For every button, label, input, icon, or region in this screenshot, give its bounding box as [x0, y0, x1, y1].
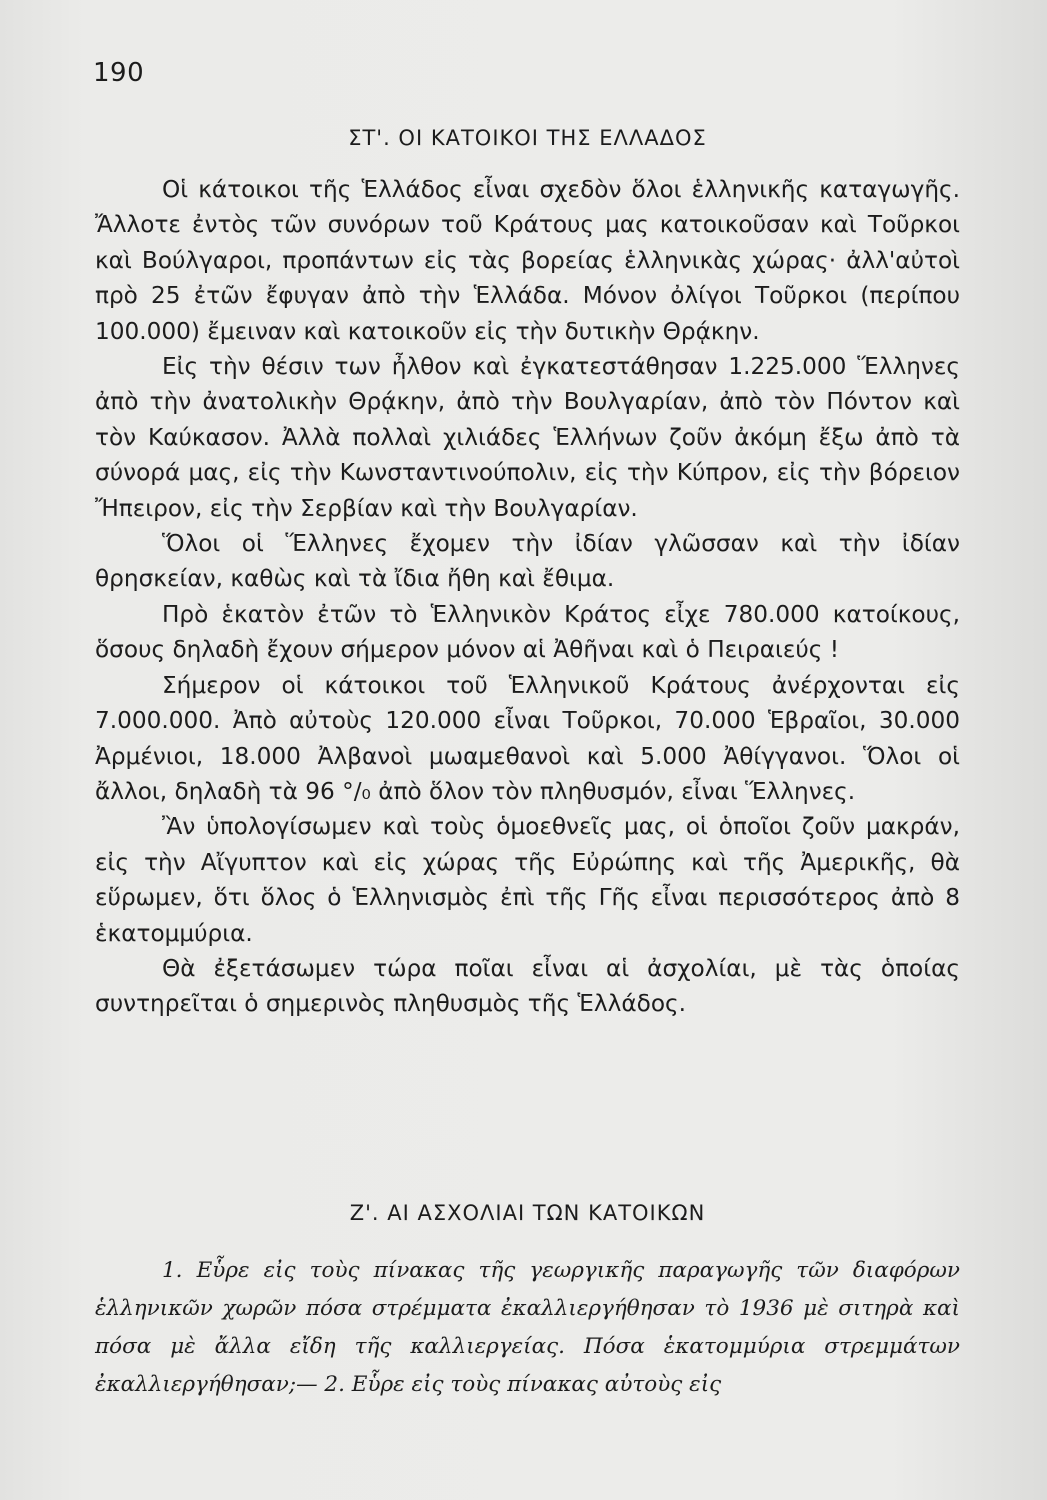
paragraph: Σήμερον οἱ κάτοικοι τοῦ Ἑλληνικοῦ Κράτους ἀνέρχονται εἰς 7.000.000. Ἀπὸ αὐτοὺς 120.000 εἶναι Τοῦρκοι, 70.000 Ἑβραῖοι, 30.000 Ἀρμένιοι, 18.000 Ἀλβανοὶ μωαμεθανοὶ καὶ 5.000 Ἀθίγγανοι. Ὅλοι οἱ ἄλλοι, δηλαδὴ τὰ 96 °/₀ ἀπὸ ὅλον τὸν πληθυσμόν, εἶναι Ἕλληνες. [95, 671, 960, 805]
exercise-paragraph: 1. Εὗρε εἰς τοὺς πίνακας τῆς γεωργικῆς παραγωγῆς τῶν διαφόρων ἑλληνικῶν χωρῶν πόσα στρέμματα ἐκαλλιεργήθησαν τὸ 1936 μὲ σιτηρὰ καὶ πόσα μὲ ἄλλα εἴδη τῆς καλλιεργείας. Πόσα ἑκατομμύρια στρεμμάτων ἐκαλλιεργήθησαν;— 2. Εὗρε εἰς τοὺς πίνακας αὐτοὺς εἰς [95, 1258, 960, 1397]
section-7-title: Ζ'. ΑΙ ΑΣΧΟΛΙΑΙ ΤΩΝ ΚΑΤΟΙΚΩΝ [349, 1201, 706, 1225]
section-7-exercises [95, 1252, 960, 1404]
paragraph: Οἱ κάτοικοι τῆς Ἑλλάδος εἶναι σχεδὸν ὅλοι ἑλληνικῆς καταγωγῆς. Ἄλλοτε ἐντὸς τῶν συνόρων τοῦ Κράτους μας κατοικοῦσαν καὶ Τοῦρκοι καὶ Βούλγαροι, προπάντων εἰς τὰς βορείας ἑλληνικὰς χώρας· ἀλλ'αὐτοὶ πρὸ 25 ἐτῶν ἔφυγαν ἀπὸ τὴν Ἑλλάδα. Μόνον ὀλίγοι Τοῦρκοι (περίπου 100.000) ἔμειναν καὶ κατοικοῦν εἰς τὴν δυτικὴν Θρᾴκην. [95, 176, 960, 345]
paragraph: Ὅλοι οἱ Ἕλληνες ἔχομεν τὴν ἰδίαν γλῶσσαν καὶ τὴν ἰδίαν θρησκείαν, καθὼς καὶ τὰ ἴδια ἤθη καὶ ἔθιμα. [95, 530, 960, 593]
paragraph: Ἂν ὑπολογίσωμεν καὶ τοὺς ὁμοεθνεῖς μας, οἱ ὁποῖοι ζοῦν μακράν, εἰς τὴν Αἴγυπτον καὶ εἰς χώρας τῆς Εὐρώπης καὶ τῆς Ἀμερικῆς, θὰ εὕρωμεν, ὅτι ὅλος ὁ Ἑλληνισμὸς ἐπὶ τῆς Γῆς εἶναι περισσότερος ἀπὸ 8 ἑκατομμύρια. [95, 813, 960, 947]
paragraph: Πρὸ ἑκατὸν ἐτῶν τὸ Ἑλληνικὸν Κράτος εἶχε 780.000 κατοίκους, ὅσους δηλαδὴ ἔχουν σήμερον μόνον αἱ Ἀθῆναι καὶ ὁ Πειραιεύς ! [95, 600, 960, 664]
paragraph: Θὰ ἐξετάσωμεν τώρα ποῖαι εἶναι αἱ ἀσχολίαι, μὲ τὰς ὁποίας συντηρεῖται ὁ σημερινὸς πληθυσμὸς τῆς Ἑλλάδος. [95, 954, 960, 1018]
section-6-body [95, 172, 960, 1022]
section-6-title: ΣΤ'. ΟΙ ΚΑΤΟΙΚΟΙ ΤΗΣ ΕΛΛΑΔΟΣ [348, 126, 707, 150]
page-number: 190 [93, 58, 145, 88]
paragraph: Εἰς τὴν θέσιν των ἦλθον καὶ ἐγκατεστάθησαν 1.225.000 Ἕλληνες ἀπὸ τὴν ἀνατολικὴν Θρᾴκην, ἀπὸ τὴν Βουλγαρίαν, ἀπὸ τὸν Πόντον καὶ τὸν Καύκασον. Ἀλλὰ πολλαὶ χιλιάδες Ἑλλήνων ζοῦν ἀκόμη ἔξω ἀπὸ τὰ σύνορά μας, εἰς τὴν Κωνσταντινούπολιν, εἰς τὴν Κύπρον, εἰς τὴν βόρειον Ἤπειρον, εἰς τὴν Σερβίαν καὶ τὴν Βουλγαρίαν. [95, 353, 960, 522]
